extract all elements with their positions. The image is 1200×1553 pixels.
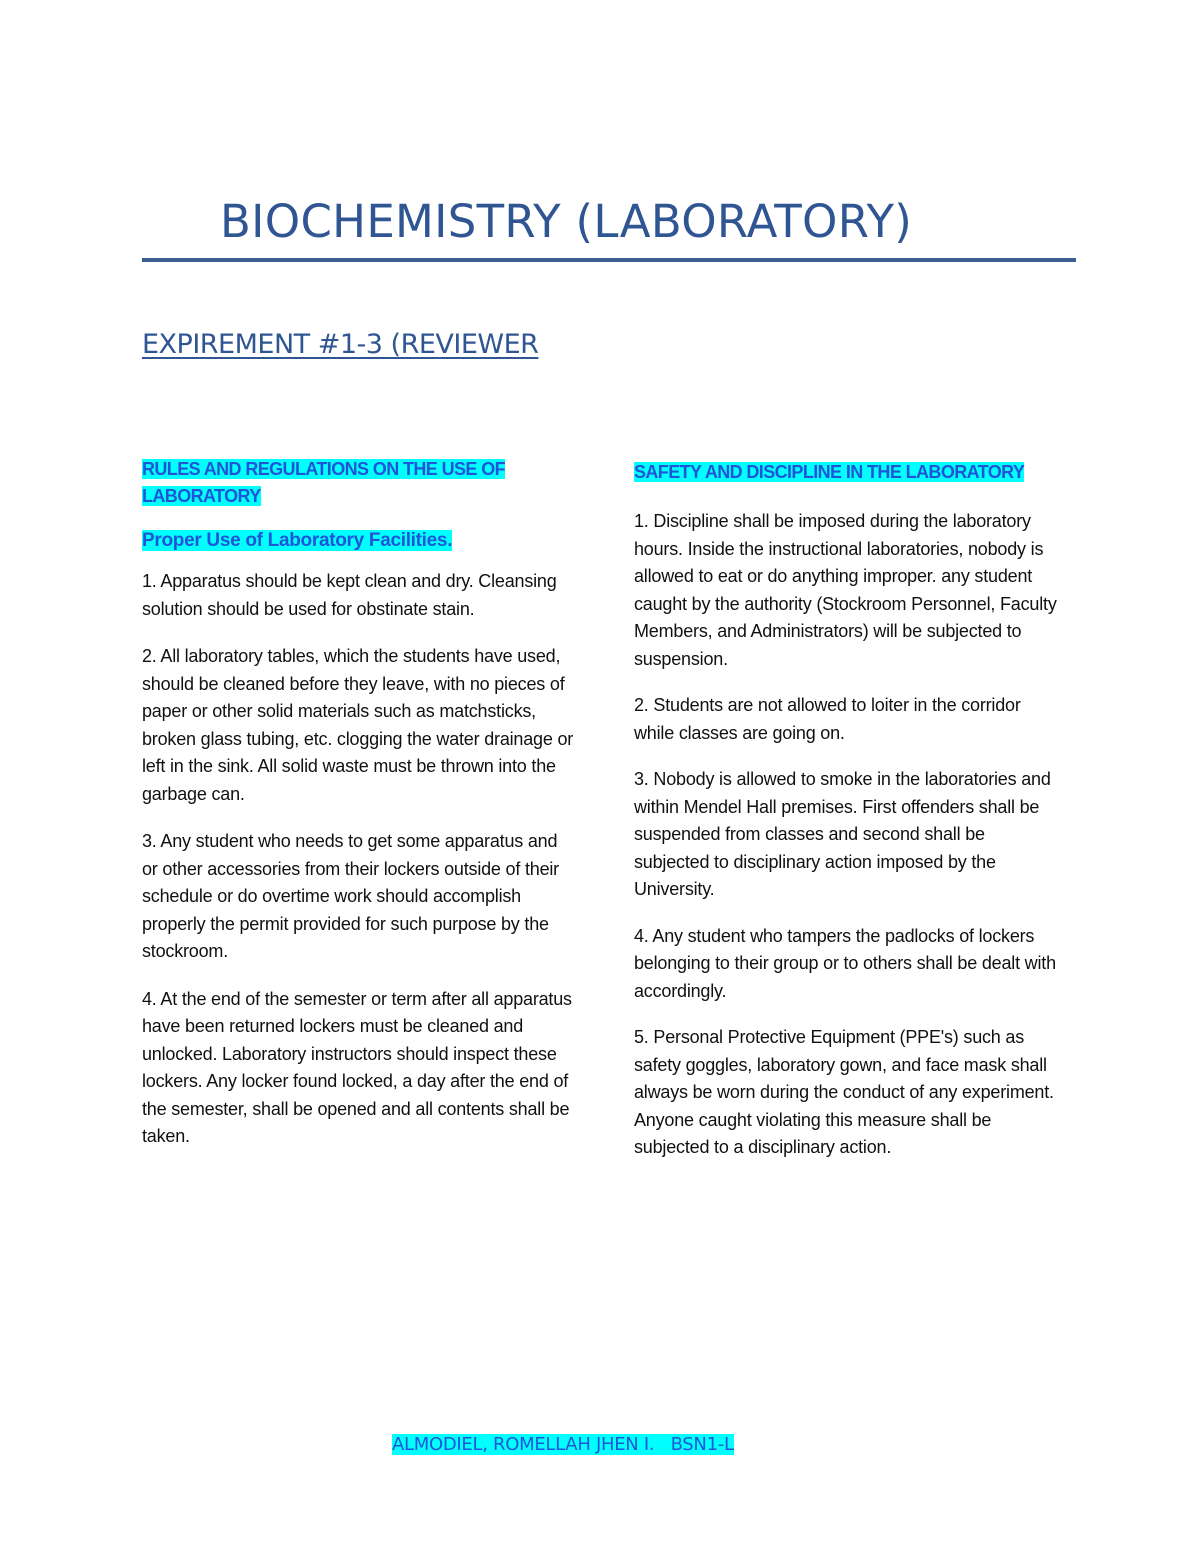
author-footer-text: ALMODIEL, ROMELLAH JHEN I. BSN1-L bbox=[392, 1434, 734, 1455]
left-rule-1: 1. Apparatus should be kept clean and dry. Cleansing solution should be used for obstinate stain. bbox=[142, 571, 557, 619]
left-rule-3: 3. Any student who needs to get some apparatus and or other accessories from their lockers outside of their schedule or do overtime work should accomplish properly the permit provided for such purpose by the stockroom. bbox=[142, 831, 559, 961]
left-column bbox=[142, 456, 574, 1151]
left-column-heading-text: RULES AND REGULATIONS ON THE USE OF LABORATORY bbox=[142, 459, 506, 506]
right-column bbox=[634, 456, 1064, 1162]
right-rule-3: 3. Nobody is allowed to smoke in the laboratories and within Mendel Hall premises. First offenders shall be suspended from classes and second shall be subjected to disciplinary action imposed by the University. bbox=[634, 769, 1051, 899]
right-rule-4: 4. Any student who tampers the padlocks of lockers belonging to their group or to others shall be dealt with accordingly. bbox=[634, 925, 1056, 1001]
left-rule-4: 4. At the end of the semester or term after all apparatus have been returned lockers must be cleaned and unlocked. Laboratory instructors should inspect these lockers. Any locker found locked, a day after the end of the semester, shall be opened and all contents shall be taken. bbox=[142, 988, 572, 1146]
left-column-heading bbox=[142, 456, 574, 510]
document-title-text: BIOCHEMISTRY (LABORATORY) bbox=[220, 195, 913, 248]
right-rule-2: 2. Students are not allowed to loiter in the corridor while classes are going on. bbox=[634, 695, 1021, 743]
right-column-heading bbox=[634, 456, 1064, 486]
right-column-heading-text: SAFETY AND DISCIPLINE IN THE LABORATORY bbox=[634, 462, 1025, 482]
right-rule-5: 5. Personal Protective Equipment (PPE's) such as safety goggles, laboratory gown, and face mask shall always be worn during the conduct of any experiment. Anyone caught violating this measure shall be subjected to a disciplinary action. bbox=[634, 1027, 1054, 1157]
document-subtitle: EXPIREMENT #1-3 (REVIEWER bbox=[142, 329, 539, 360]
left-column-subheading-text: Proper Use of Laboratory Facilities. bbox=[142, 530, 453, 551]
author-footer bbox=[392, 1432, 734, 1458]
right-rule-1: 1. Discipline shall be imposed during the laboratory hours. Inside the instructional laboratories, nobody is allowed to eat or do anything improper. any student caught by the authority (Stockroom Personnel, Faculty Members, and Administrators) will be subjected to suspension. bbox=[634, 511, 1057, 669]
document-title bbox=[142, 190, 1076, 262]
left-column-subheading bbox=[142, 527, 574, 554]
left-rule-2: 2. All laboratory tables, which the students have used, should be cleaned before they leave, with no pieces of paper or other solid materials such as matchsticks, broken glass tubing, etc. clogging the water drainage or left in the sink. All solid waste must be thrown into the garbage can. bbox=[142, 646, 574, 804]
